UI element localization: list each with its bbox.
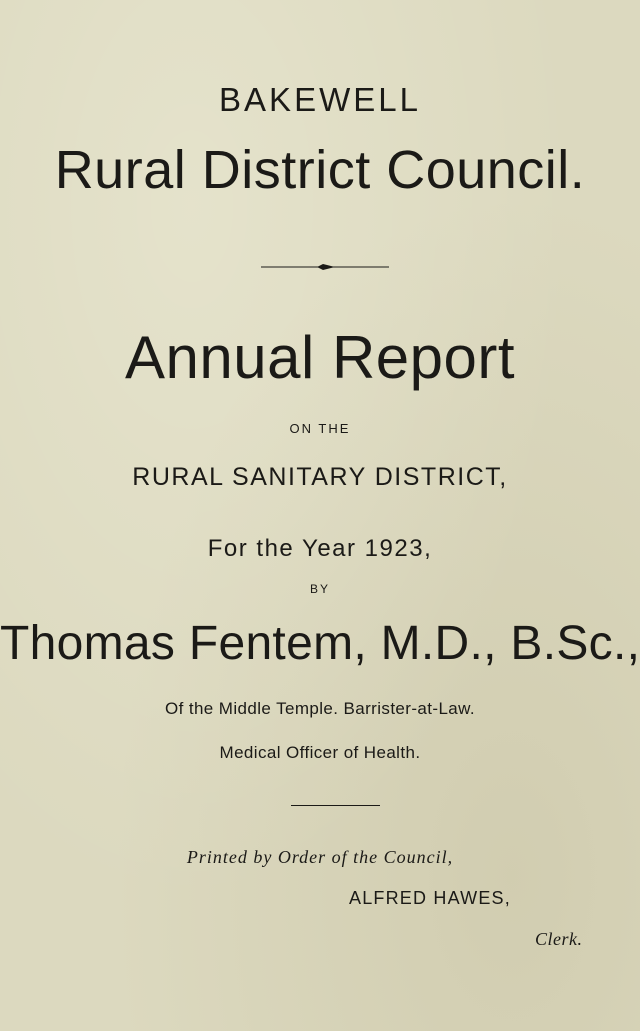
by-label: BY xyxy=(309,582,330,596)
place-heading: BAKEWELL xyxy=(219,81,421,118)
clerk-name: ALFRED HAWES, xyxy=(349,888,511,908)
report-title: Annual Report xyxy=(124,324,516,391)
printed-by-line: Printed by Order of the Council, xyxy=(186,847,454,867)
ornamental-divider xyxy=(261,263,389,271)
author-role: Medical Officer of Health. xyxy=(219,743,421,762)
district-name: RURAL SANITARY DISTRICT, xyxy=(132,463,508,491)
on-the-label: ON THE xyxy=(289,421,351,436)
author-name: Thomas Fentem, M.D., B.Sc., xyxy=(0,617,640,670)
year-line: For the Year 1923, xyxy=(207,535,433,562)
council-heading: Rural District Council. xyxy=(54,140,586,200)
clerk-title: Clerk. xyxy=(535,929,583,949)
horizontal-rule xyxy=(291,805,380,806)
author-affiliation: Of the Middle Temple. Barrister-at-Law. xyxy=(164,699,476,718)
